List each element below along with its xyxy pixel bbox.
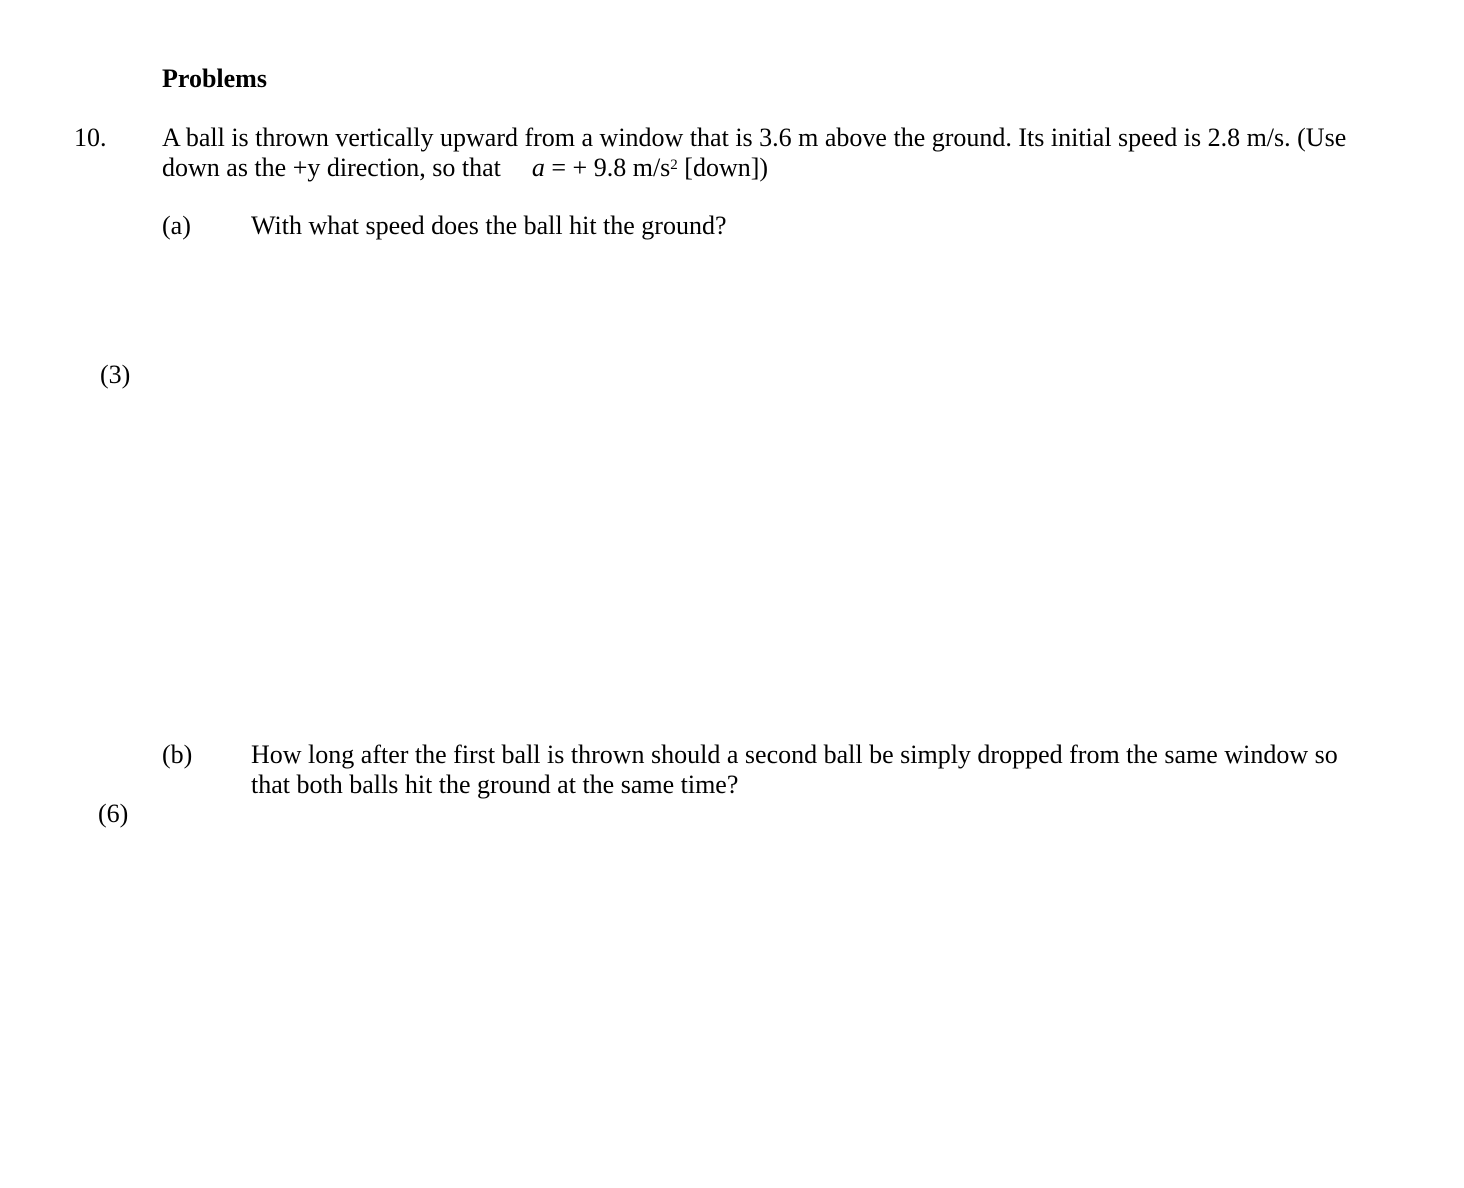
part-a-marks: (3) bbox=[100, 360, 131, 389]
acceleration-value: = + 9.8 m/s bbox=[544, 153, 671, 182]
problem-number: 10. bbox=[74, 123, 107, 152]
problem-statement-line2 bbox=[162, 153, 768, 183]
part-b-label: (b) bbox=[162, 740, 193, 769]
part-b-marks: (6) bbox=[98, 799, 129, 828]
acceleration-direction: [down]) bbox=[677, 153, 769, 182]
part-b-question-line1: How long after the first ball is thrown should a second ball be simply dropped from the same window so bbox=[251, 740, 1338, 769]
acceleration-symbol: a bbox=[531, 153, 545, 182]
problem-statement-line1: A ball is thrown vertically upward from a window that is 3.6 m above the ground. Its initial speed is 2.8 m/s. (Use bbox=[162, 123, 1347, 152]
acceleration-exponent: 2 bbox=[670, 157, 678, 173]
statement-prefix: down as the +y direction, so that bbox=[162, 153, 501, 182]
part-a-question: With what speed does the ball hit the ground? bbox=[251, 211, 727, 240]
part-b-question-line2: that both balls hit the ground at the same time? bbox=[251, 770, 739, 799]
section-heading: Problems bbox=[162, 64, 267, 93]
part-a-label: (a) bbox=[162, 211, 191, 240]
